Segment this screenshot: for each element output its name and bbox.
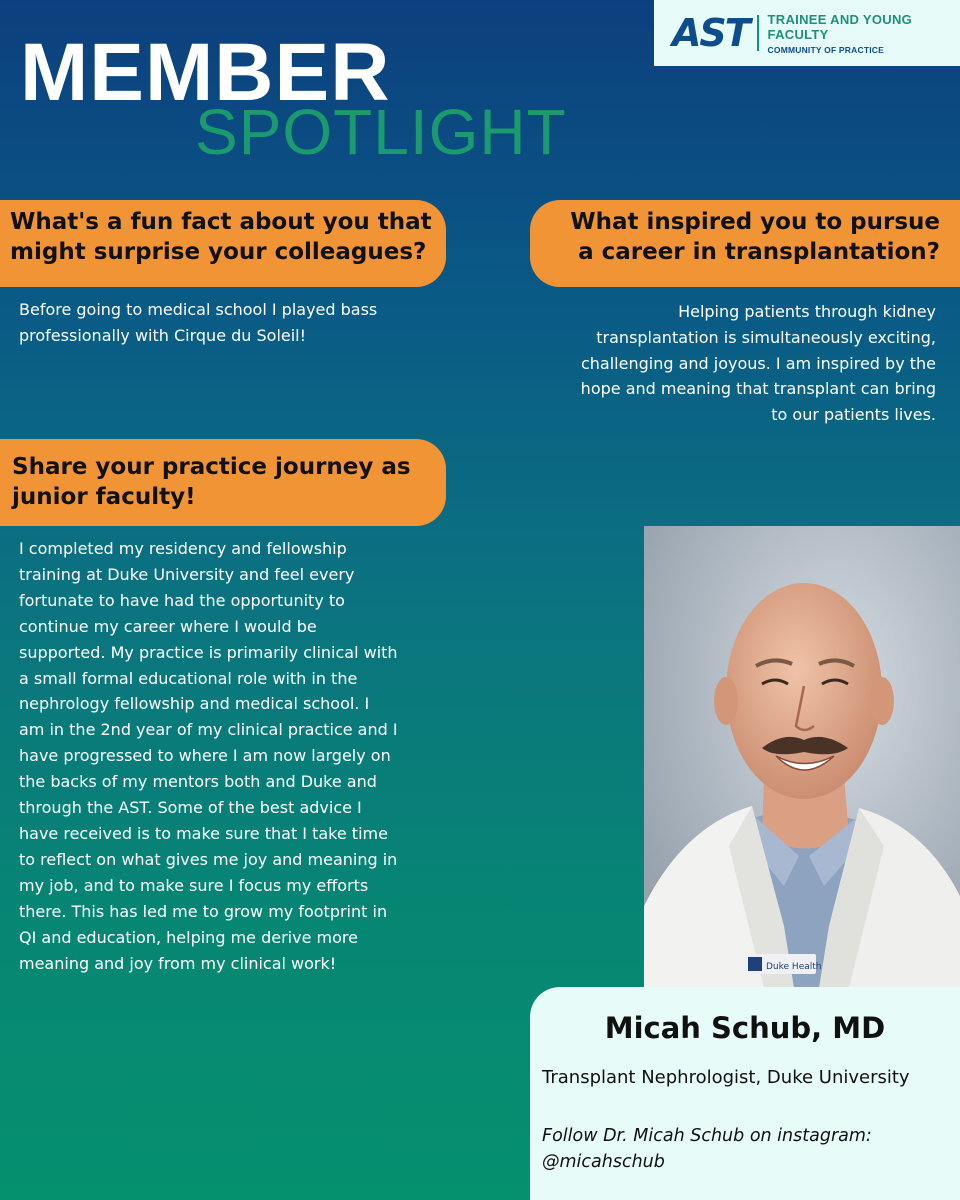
answer-line: challenging and joyous. I am inspired by the — [580, 353, 936, 373]
answer-journey — [19, 536, 419, 976]
portrait-illustration — [644, 526, 960, 988]
answer-line: am in the 2nd year of my clinical practice and I — [19, 720, 398, 740]
ast-logo — [654, 0, 960, 66]
answer-line: professionally with Cirque du Soleil! — [19, 325, 307, 345]
answer-line: have progressed to where I am now largely on — [19, 746, 391, 766]
answer-line: my job, and to make sure I focus my efforts — [19, 875, 369, 895]
logo-divider — [757, 15, 759, 51]
question-fun-fact-line1: What's a fun fact about you that — [10, 209, 432, 235]
answer-line: the backs of my mentors both and Duke and — [19, 772, 377, 792]
question-journey — [0, 439, 446, 526]
profile-card — [530, 987, 960, 1200]
answer-line: have received is to make sure that I take time — [19, 823, 388, 843]
answer-line: training at Duke University and feel every — [19, 564, 355, 584]
answer-line: through the AST. Some of the best advice I — [19, 798, 362, 818]
answer-line: Before going to medical school I played bass — [19, 300, 378, 319]
answer-line: to our patients lives. — [771, 405, 936, 425]
profile-role: Transplant Nephrologist, Duke University — [542, 1067, 910, 1088]
answer-line: meaning and joy from my clinical work! — [19, 953, 337, 973]
answer-line: continue my career where I would be — [19, 616, 317, 636]
instagram-follow-text: Follow Dr. Micah Schub on instagram: — [542, 1126, 872, 1146]
answer-line: I completed my residency and fellowship — [19, 539, 347, 558]
logo-abbr: AST — [672, 11, 749, 55]
answer-line: to reflect on what gives me joy and meaning in — [19, 849, 398, 869]
answer-line: a small formal educational role with in the — [19, 668, 358, 688]
question-journey-line1: Share your practice journey as — [12, 454, 411, 480]
answer-line: nephrology fellowship and medical school. I — [19, 694, 370, 714]
answer-inspired — [560, 299, 936, 428]
answer-line: there. This has led me to grow my footprint in — [19, 901, 388, 921]
logo-line1: TRAINEE AND YOUNG FACULTY — [767, 11, 913, 42]
profile-photo — [644, 526, 960, 988]
instagram-follow — [542, 1123, 872, 1175]
instagram-handle[interactable]: @micahschub — [542, 1152, 665, 1172]
answer-line: Helping patients through kidney — [678, 302, 936, 321]
coat-badge-label: Duke Health — [766, 962, 822, 972]
answer-line: hope and meaning that transplant can bring — [580, 379, 936, 399]
title-spotlight: SPOTLIGHT — [195, 96, 567, 168]
answer-line: transplantation is simultaneously exciting, — [596, 327, 936, 347]
question-fun-fact-line2: might surprise your colleagues? — [10, 239, 427, 265]
answer-line: QI and education, helping me derive more — [19, 927, 358, 947]
logo-text — [768, 12, 960, 55]
answer-line: supported. My practice is primarily clinical with — [19, 642, 398, 662]
question-inspired — [530, 200, 960, 287]
question-inspired-line2: a career in transplantation? — [578, 239, 940, 265]
answer-line: fortunate to have had the opportunity to — [19, 590, 345, 610]
logo-line2: COMMUNITY OF PRACTICE — [767, 44, 884, 55]
title-member: MEMBER — [20, 27, 391, 118]
answer-fun-fact — [19, 297, 419, 349]
profile-name: Micah Schub, MD — [604, 1011, 886, 1045]
question-journey-line2: junior faculty! — [12, 484, 196, 510]
question-inspired-line1: What inspired you to pursue — [570, 209, 940, 235]
question-fun-fact — [0, 200, 446, 287]
